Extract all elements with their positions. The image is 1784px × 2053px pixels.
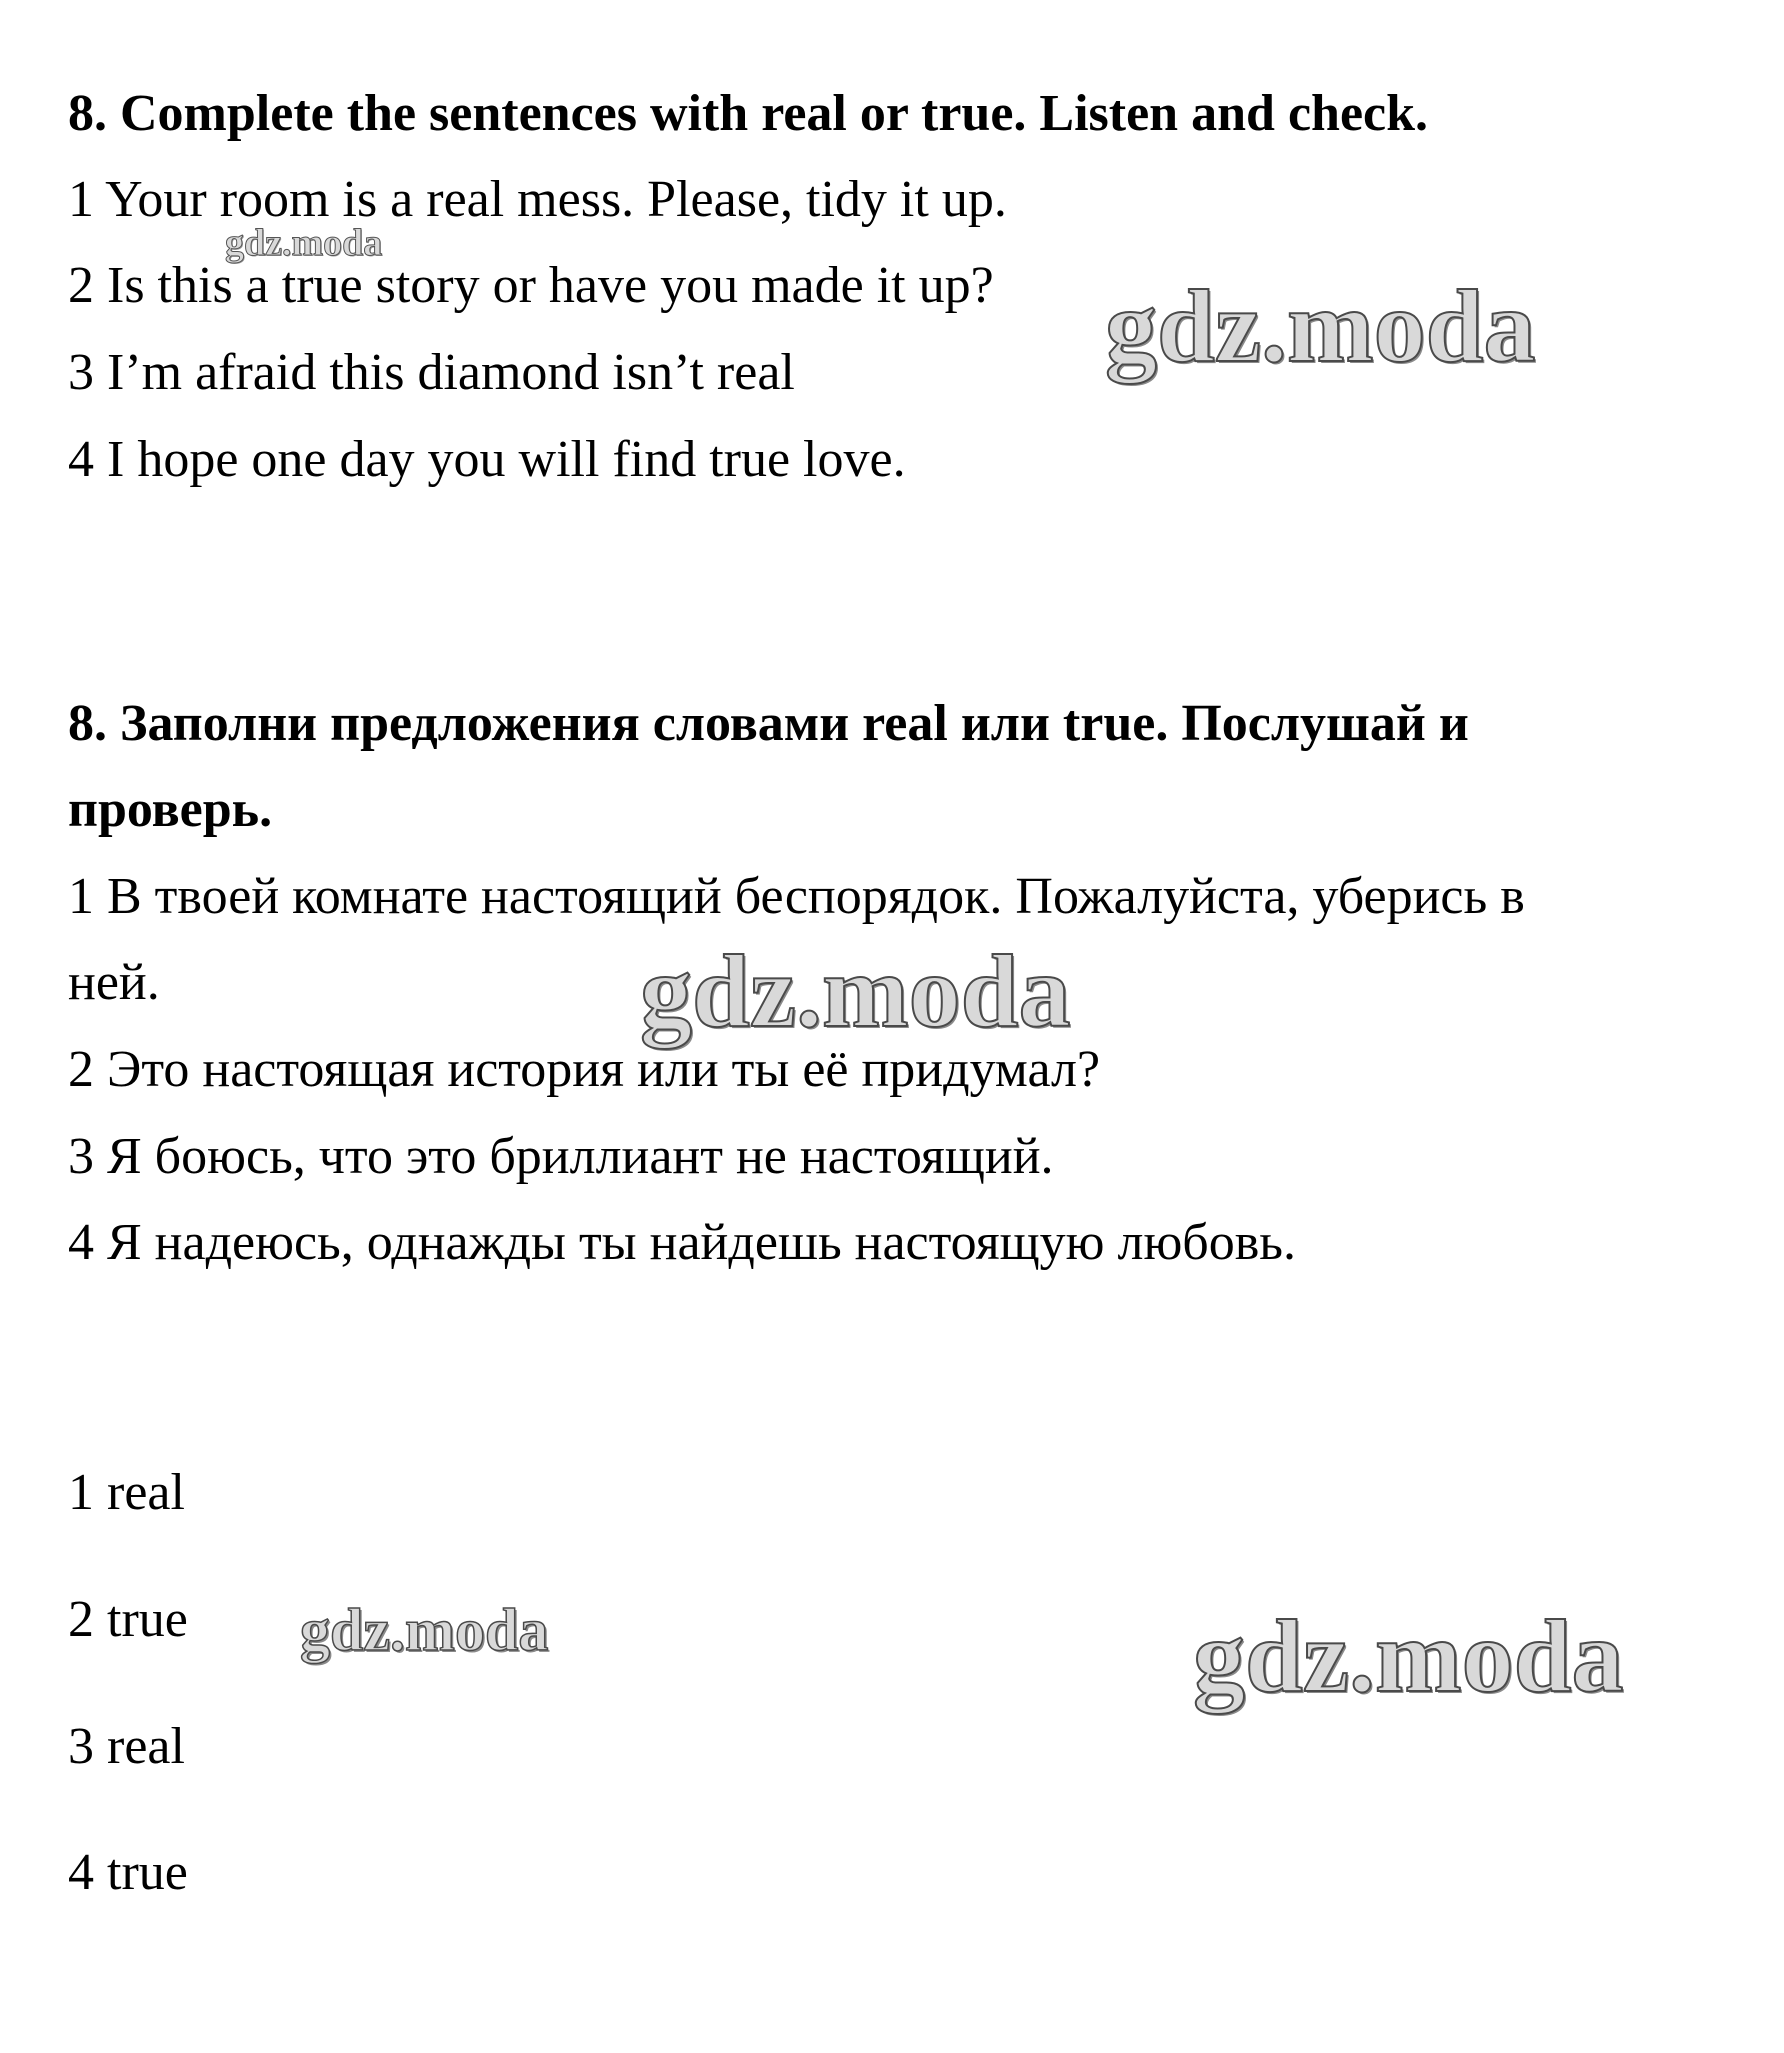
answer-1: 1 real xyxy=(68,1464,185,1521)
answer-4: 4 true xyxy=(68,1844,188,1901)
english-sentence-2: 2 Is this a true story or have you made it up? xyxy=(68,257,994,314)
answer-2: 2 true xyxy=(68,1591,188,1648)
russian-sentence-4: 4 Я надеюсь, однажды ты найдешь настоящую любовь. xyxy=(68,1214,1297,1271)
russian-heading-line-1: 8. Заполни предложения словами real или true. Послушай и xyxy=(68,695,1469,752)
answer-3: 3 real xyxy=(68,1718,185,1775)
watermark-answers-left: gdz.moda xyxy=(300,1597,549,1663)
english-sentence-3: 3 I’m afraid this diamond isn’t real xyxy=(68,344,795,401)
english-sentence-1: 1 Your room is a real mess. Please, tidy it up. xyxy=(68,171,1007,228)
russian-heading-line-2: проверь. xyxy=(68,781,273,838)
watermark-top-right: gdz.moda xyxy=(1105,269,1536,384)
russian-sentence-1-line-2: ней. xyxy=(68,954,160,1011)
russian-sentence-1-line-1: 1 В твоей комнате настоящий беспорядок. Пожалуйста, уберись в xyxy=(68,868,1525,925)
russian-sentence-2: 2 Это настоящая история или ты её придумал? xyxy=(68,1041,1101,1098)
watermark-answers-right: gdz.moda xyxy=(1193,1599,1624,1714)
watermark-small: gdz.moda xyxy=(225,222,383,264)
english-sentence-4: 4 I hope one day you will find true love. xyxy=(68,431,906,488)
watermark-middle: gdz.moda xyxy=(640,934,1071,1049)
russian-sentence-3: 3 Я боюсь, что это бриллиант не настоящий. xyxy=(68,1128,1054,1185)
english-heading: 8. Complete the sentences with real or true. Listen and check. xyxy=(68,85,1429,142)
